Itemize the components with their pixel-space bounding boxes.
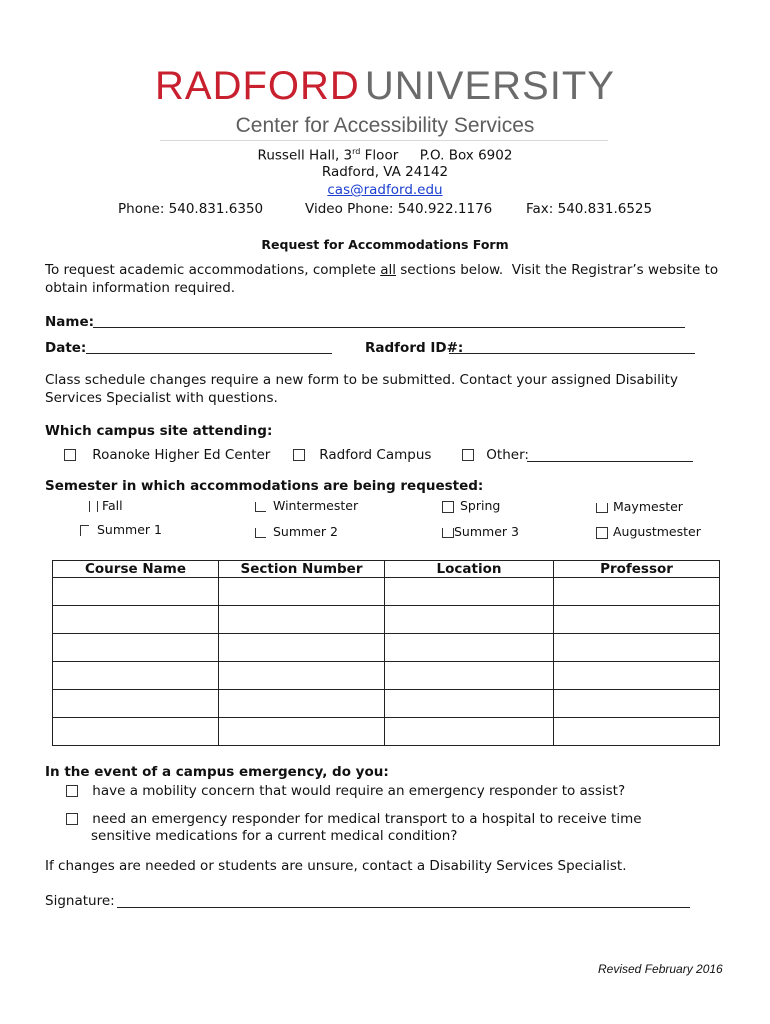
- table-row: [53, 578, 720, 606]
- campus-label-radford: Radford Campus: [319, 447, 432, 463]
- signature-label: Signature:: [45, 893, 115, 909]
- address-floor-box: Floor P.O. Box 6902: [360, 147, 513, 164]
- video-phone: Video Phone: 540.922.1176: [305, 201, 493, 217]
- date-label: Date:: [45, 340, 87, 356]
- semester-option-spring[interactable]: [442, 498, 500, 513]
- table-cell[interactable]: [385, 634, 554, 662]
- emergency-option-transport[interactable]: [66, 811, 642, 827]
- campus-option-radford[interactable]: [293, 447, 431, 463]
- table-cell[interactable]: [385, 606, 554, 634]
- table-cell[interactable]: [219, 662, 385, 690]
- campus-heading: Which campus site attending:: [45, 423, 273, 439]
- col-course-name: Course Name: [53, 561, 219, 578]
- emergency-label-mobility: have a mobility concern that would require an emergency responder to assist?: [92, 783, 626, 799]
- schedule-note-2: Services Specialist with questions.: [45, 390, 278, 406]
- table-header-row: [53, 561, 720, 578]
- col-section-number: Section Number: [219, 561, 385, 578]
- name-label: Name:: [45, 314, 95, 330]
- logo-word-university: UNIVERSITY: [364, 64, 615, 108]
- table-cell[interactable]: [53, 606, 219, 634]
- emergency-option-mobility[interactable]: [66, 783, 625, 799]
- table-cell[interactable]: [554, 634, 720, 662]
- table-cell[interactable]: [554, 662, 720, 690]
- address-line-1: [0, 147, 770, 164]
- table-row: [53, 662, 720, 690]
- table-cell[interactable]: [53, 634, 219, 662]
- semester-label-summer-3: Summer 3: [454, 524, 519, 539]
- semester-option-augustmester[interactable]: [596, 524, 701, 539]
- campus-label-other: Other:: [486, 447, 529, 463]
- semester-option-wintermester[interactable]: [255, 498, 358, 513]
- semester-option-summer-1[interactable]: [80, 522, 162, 537]
- table-cell[interactable]: [554, 690, 720, 718]
- radford-id-label: Radford ID#:: [365, 340, 464, 356]
- table-cell[interactable]: [219, 634, 385, 662]
- table-cell[interactable]: [554, 718, 720, 746]
- intro-text-a: To request academic accommodations, complete: [45, 262, 381, 278]
- address-sup: rd: [352, 147, 361, 156]
- phone: Phone: 540.831.6350: [118, 201, 264, 217]
- date-field[interactable]: [86, 338, 332, 354]
- logo-word-radford: RADFORD: [155, 64, 360, 108]
- checkbox-icon[interactable]: [596, 503, 608, 513]
- checkbox-icon[interactable]: [255, 502, 266, 512]
- checkbox-icon[interactable]: [64, 449, 76, 461]
- table-cell[interactable]: [53, 718, 219, 746]
- table-row: [53, 634, 720, 662]
- table-cell[interactable]: [385, 662, 554, 690]
- other-campus-field[interactable]: [527, 446, 693, 462]
- checkbox-icon[interactable]: [596, 527, 608, 539]
- table-cell[interactable]: [385, 718, 554, 746]
- intro-all: all: [380, 262, 396, 278]
- emergency-label-transport-1: need an emergency responder for medical transport to a hospital to receive time: [92, 811, 642, 827]
- checkbox-icon[interactable]: [442, 528, 454, 538]
- checkbox-icon[interactable]: [66, 813, 78, 825]
- intro-line-1: [45, 262, 718, 278]
- address-line-2: Radford, VA 24142: [321, 164, 449, 180]
- table-row: [53, 606, 720, 634]
- university-logo: [0, 64, 770, 109]
- campus-label-roanoke: Roanoke Higher Ed Center: [92, 447, 271, 463]
- col-professor: Professor: [554, 561, 720, 578]
- logo-divider: [160, 140, 608, 141]
- campus-option-other[interactable]: [462, 447, 529, 463]
- address-hall: Russell Hall, 3: [257, 147, 353, 164]
- campus-option-roanoke[interactable]: [64, 447, 270, 463]
- checkbox-icon[interactable]: [442, 501, 454, 513]
- checkbox-icon[interactable]: [293, 449, 305, 461]
- emergency-heading: In the event of a campus emergency, do you:: [45, 764, 389, 780]
- intro-line-2: obtain information required.: [45, 280, 236, 296]
- table-cell[interactable]: [554, 578, 720, 606]
- table-cell[interactable]: [219, 606, 385, 634]
- semester-label-fall: Fall: [101, 498, 123, 513]
- checkbox-icon[interactable]: [80, 525, 89, 536]
- email-line: [0, 182, 770, 198]
- radford-id-field[interactable]: [449, 338, 695, 354]
- table-cell[interactable]: [53, 578, 219, 606]
- semester-option-summer-2[interactable]: [255, 524, 338, 539]
- semester-heading: Semester in which accommodations are being requested:: [45, 478, 484, 494]
- col-location: Location: [385, 561, 554, 578]
- table-cell[interactable]: [385, 690, 554, 718]
- checkbox-icon[interactable]: [89, 501, 98, 512]
- table-row: [53, 690, 720, 718]
- fax: Fax: 540.831.6525: [526, 201, 653, 217]
- checkbox-icon[interactable]: [255, 528, 266, 538]
- semester-label-augustmester: Augustmester: [612, 524, 701, 539]
- table-cell[interactable]: [219, 690, 385, 718]
- table-row: [53, 718, 720, 746]
- semester-option-summer-3[interactable]: [442, 524, 519, 539]
- semester-option-fall[interactable]: [89, 498, 123, 513]
- contact-note: If changes are needed or students are unsure, contact a Disability Services Specialist.: [45, 858, 627, 874]
- semester-label-summer-1: Summer 1: [96, 522, 162, 537]
- table-cell[interactable]: [219, 578, 385, 606]
- signature-field[interactable]: [117, 892, 690, 908]
- emergency-label-transport-2: sensitive medications for a current medical condition?: [91, 828, 458, 844]
- semester-option-maymester[interactable]: [596, 499, 683, 514]
- email-link[interactable]: cas@radford.edu: [327, 182, 443, 198]
- semester-label-wintermester: Wintermester: [272, 498, 359, 513]
- logo-subtitle: Center for Accessibility Services: [235, 114, 535, 137]
- name-field[interactable]: [93, 312, 685, 328]
- semester-label-spring: Spring: [459, 498, 501, 513]
- semester-label-summer-2: Summer 2: [272, 524, 338, 539]
- revised-date: Revised February 2016: [598, 962, 723, 976]
- intro-text-b: sections below. Visit the Registrar’s website to: [395, 262, 719, 278]
- table-cell[interactable]: [53, 690, 219, 718]
- schedule-note-1: Class schedule changes require a new form to be submitted. Contact your assigned Disability: [45, 372, 678, 388]
- checkbox-icon[interactable]: [66, 785, 78, 797]
- course-table: [52, 560, 720, 746]
- table-cell[interactable]: [219, 718, 385, 746]
- semester-label-maymester: Maymester: [612, 499, 683, 514]
- table-cell[interactable]: [53, 662, 219, 690]
- checkbox-icon[interactable]: [462, 449, 474, 461]
- table-cell[interactable]: [554, 606, 720, 634]
- form-title: Request for Accommodations Form: [261, 237, 509, 252]
- table-cell[interactable]: [385, 578, 554, 606]
